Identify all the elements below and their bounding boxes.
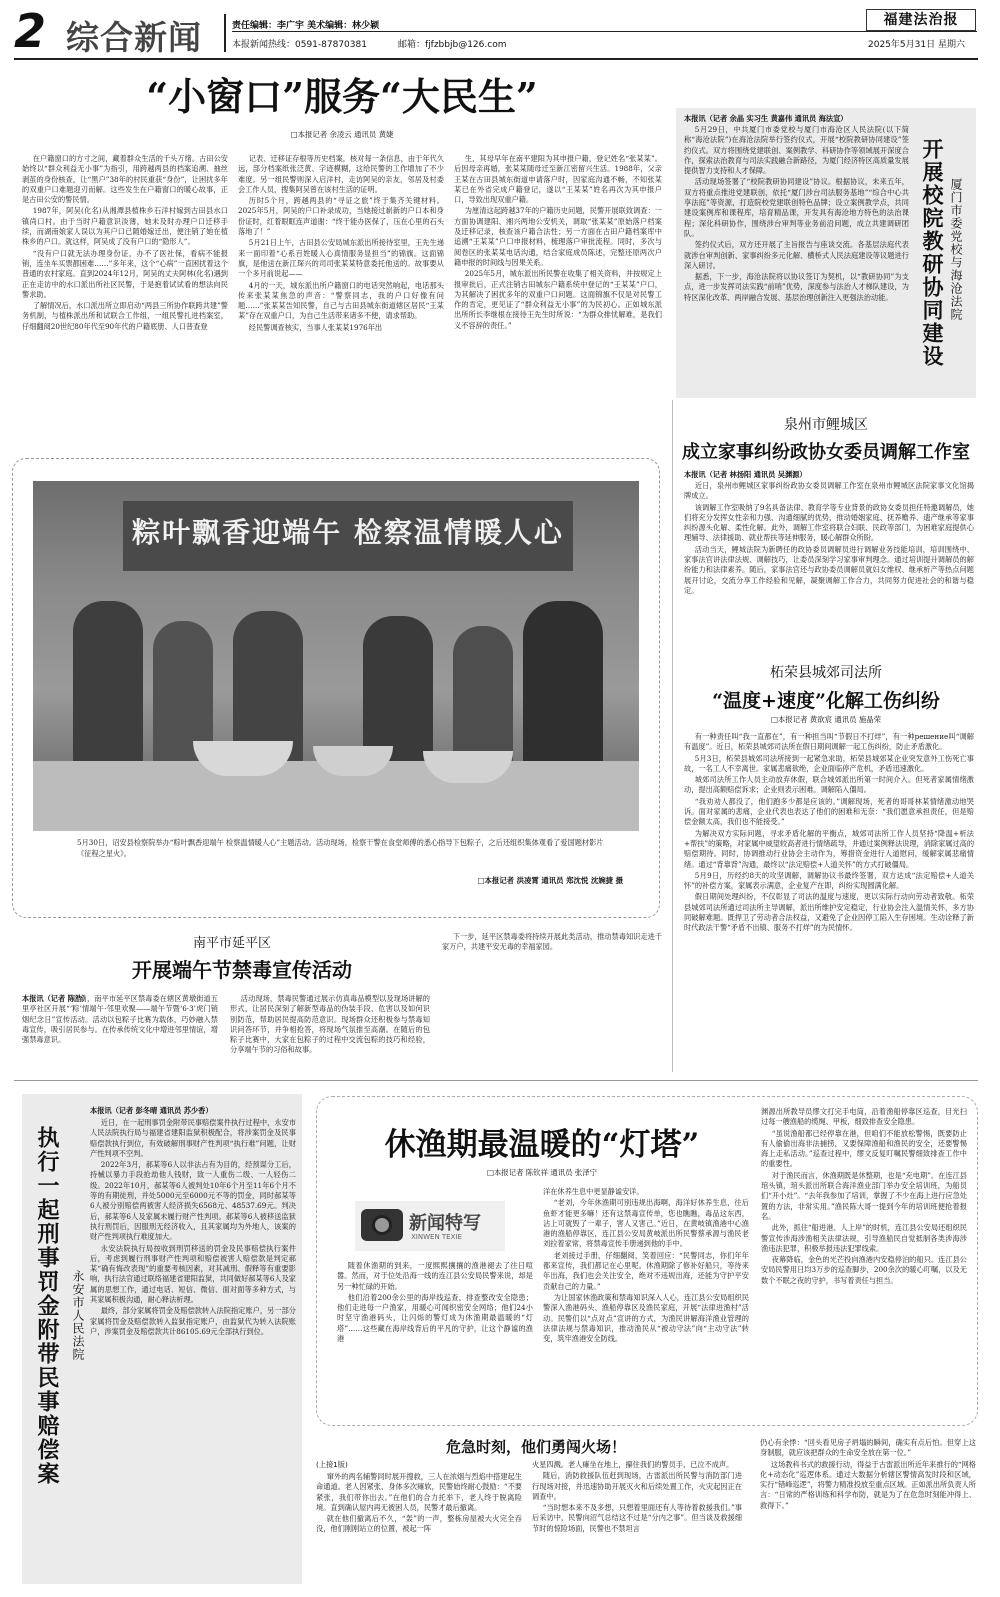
column-2: 洋在休养生息中更显静谧安详。 “老刘，今年休渔期可别违规出海啊，海洋好休养生息，往后鱼虾才能更多嘛！还有这禁毒宣传单，您也瞧瞧，毒品这东西，沾上可就毁了一辈子，害人又害己。”近日，在黄岐镇渔港中心渔港的渔船停靠区，连江县公安局黄岐派出所民警蔡承源与渔民老刘拉着家常，将禁毒宣传手册递到他的手中。 老刘接过手册，仔细翻阅，笑着回应：“民警同志，你们年年都来宣传，我们都记在心里呢。休渔期除了修补好船只，等待来年出海，我们也会关注安全，绝对不违规出海，还能为守护平安贡献自己的力量。” 为让国家休渔政策和禁毒知识深入人心，连江县公安局组织民警深入渔港码头、渔船停靠区及渔民家庭，开展“法律进渔村”活动。民警们以“点对点”宣讲的方式，为渔民讲解海洋渔业管理的法律法规与禁毒知识，推动渔民从“被动守法”向“主动守法”转变，筑牢渔港安全防线。 (543, 1187, 749, 1344)
byline: 本报讯（记者 彭冬晴 通讯员 苏少香） (90, 1106, 213, 1115)
story-party-school-court (676, 108, 976, 398)
headline: 危急时刻，他们勇闯火场！ (445, 1438, 626, 1456)
vertical-headline: 执行一起刑事罚金附带民事赔偿案 (34, 1126, 60, 1486)
headline: 成立家事纠纷政协女委员调解工作室 (682, 442, 970, 463)
section-name: 综合新闻 (66, 18, 202, 57)
vertical-subtitle: 厦门市委党校与海沧法院 (949, 178, 963, 321)
headline: “小窗口”服务“大民生” (146, 74, 538, 119)
story-work-injury (676, 662, 976, 1072)
byline: □本报记者 余凌云 通讯员 黄婕 (290, 130, 394, 139)
feature-badge (355, 1201, 505, 1251)
story-antidrug-festival (22, 932, 662, 1062)
section-divider (14, 1080, 978, 1081)
byline: □本报记者 黄欲宸 通讯员 施晶荣 (770, 715, 882, 724)
kicker: 南平市延平区 (192, 936, 271, 951)
story-criminal-fine (22, 1094, 302, 1584)
header-hotline: 本报新闻热线：0591-87870381 (232, 40, 367, 50)
column-2: 记表、迁移证存根等历史档案，核对每一条信息，由于年代久远，部分档案纸张泛黄、字迹模糊，这给民警的工作增加了不少难度。另一组民警则深入启洋村，走访阿吴的亲友、邻居及村委会工作人员，搜集阿吴曾在该村生活的证明。 历时5个月，跨越两县的“寻证之旅”终于集齐关键材料。2025年5月，阿吴的户口补录成功，当她接过崭新的户口本和身份证时，红着眼眶连声道谢：“终于能办医保了，压在心里的石头落地了！” 5月21日上午，古田县公安局城东派出所接待室里，王先生递来一面印着“心系百姓暖人心真情服务显担当”的锦旗。这面锦旗，是他送在新江琛兴的司司张某某特意委托他送的。故事要从一个多月前说起—— 4月的一天，城东派出所户籍窗口的电话突然响起，电话那头传来张某某焦急的声音：“警察同志，我的户口好像有问题……”张某某告知民警，自己与古田县城东街道辖区居民“王某某”存在双重户口，为自己生活带来诸多不便，请求帮助。 经民警调查核实，当事人张某某1976年出 (238, 154, 444, 332)
column-3: 渊源出所教导员缪文打完手电筒，沿着渔船停靠区巡查，目光扫过每一艘渔船的缆绳、甲板，细致排查安全隐患。 “虽说渔船都已经停靠在港，但咱们不能放松警惕，既要防止有人偷偷出海非法捕捞，又要保障渔船和渔民的安全，还要警惕海上走私活动。”巡查过程中，缪文反复叮嘱民警细致排查工作中的重要性。 对于渔民而言，休渔期既是休整期，也是“充电期”。在连江县琯头镇，琯头派出所联合海洋渔业部门举办安全培训班，为船员们“开小灶”。“去年我参加了培训，掌握了不少在海上进行应急处置的方法，非常实用。”渔民陈大哥一提到今年的培训班便抢着报名。 此外，抓住“船进港、人上岸”的时机，连江县公安局还组织民警宣传涉海涉渔相关法律法规，引导渔船民自觉抵制各类涉海涉渔违法犯罪，积极举报违法犯罪线索。 夜幕降临，金色的光芒投向渔港内安稳停泊的船只。连江县公安局民警用日均3万步的巡查脚步，200余次的暖心叮嘱，以及无数个不眠之夜的守护，书写着责任与担当。 (761, 1107, 967, 1285)
header-editors: 责任编辑：李广宇 美术编辑：林少颖 (232, 21, 380, 31)
column-3: 下一步，延平区禁毒委将持续开展此类活动，推动禁毒知识走进千家万户，共建平安无毒的幸福家园。 (442, 932, 662, 952)
byline: 本报讯（记者 林扬阳 通讯员 吴渊源） (684, 470, 807, 479)
column-1: 随着休渔期的到来，一度熙熙攘攘的渔港褪去了往日喧嚣。然而，对于位处沿海一线的连江县公安局民警来说，却是另一种忙碌的开始。 他们沿着200余公里的海岸线巡查，排查整改安全隐患；他们走进每一户渔家，用暖心可闻织密安全网络；他们24小时坚守渔港码头，让闪烁的警灯成为休渔期最温暖的“灯塔”……这些藏在海岸线背后的平凡的守护，让这个静谧的渔港 (337, 1261, 533, 1344)
headline: “温度+速度”化解工伤纠纷 (712, 690, 940, 712)
story-body: 5月29日，中共厦门市委党校与厦门市海沧区人民法院(以下简称“海沧法院”)在海沧法院举行签约仪式，开展“校院教研协同建设”签约仪式。双方将围绕党建联创、案例教学、科研协作等领域展开深度合作，探索法治教育与司法实践融合新路径，为厦门经济特区高质量发展提供智力支持和人才保障。 活动现场签署了“校院教研协同建设”协议。根据协议，未来五年，双方将重点推进党建联创，依托“厦门涉台司法服务基地”“综合中心共享法庭”等资源，打造院校党建联创特色品牌；设立案例教学点，共同建设案例库和课程库，培育精品课，开发具有海沧地方特色的法治课程；深化科研协作，围绕涉台审判等业务前沿问题，成立共建调研团队。 签约仪式后，双方还开展了主旨报告与座谈交流。各基层法庭代表就涉台审判创新、家事纠纷多元化解、横桥式人民法庭建设等议题进行深入研讨。 据悉，下一步，海沧法院将以协议签订为契机，以“教研协同”为支点，进一步发挥司法实践“前哨”优势，深度参与法治人才梯队建设，为特区深化改革、两岸融合发展、基层治理创新注入更强法治动能。 (684, 125, 909, 302)
vertical-subtitle: 永安市人民法院 (71, 1270, 85, 1361)
column-2: 活动现场，禁毒民警通过展示仿真毒品模型以及现场讲解的形式，让居民深刻了解新型毒品的伪装手段、危害以及如何识别防范，帮助居民提高防范意识。现场群众还积极参与禁毒知识问答环节，并争相抢答，将现场气氛推至高潮。在随后的包粽子比赛中，大家在包粽子的过程中交流包粽的技巧和经验，分享端午节的习俗和故事。 (230, 994, 430, 1055)
page-header (0, 0, 1000, 62)
header-vertical-rule (224, 14, 226, 52)
photo-credit: □本报记者 洪凌霄 通讯员 郑沈悦 沈婉捷 摄 (477, 876, 623, 885)
kicker: 柘荣县城郊司法所 (770, 665, 882, 681)
story-window-service (22, 72, 662, 442)
story-family-mediation (676, 414, 976, 649)
column-1: 在户籍窗口的方寸之间，藏着群众生活的千头万绪。古田公安始终以“群众利益无小事”为指引，用跨越两县的档案追溯、抽丝剥茧的身份核查，让“黑户”38年的村民重获“身份”，让困扰多年的双重户口难题迎刃而解。这些发生在户籍窗口的暖心故事，正是古田公安的警民情。 1987年，阿吴(化名)从湘潭县植株乡石洋村嫁到古田县水口镇尚口村。由于当时户籍意识淡薄，她未及时办理户口迁移手续，而湖南娘家人误以为其户口已随婚嫁迁出，便注销了她在植株乡的户口。就这样，阿吴成了没有户口的“隐形人”。 “没有户口就无法办理身份证，办不了医社保，看病不能报销，连坐车买票都困难……”多年来，这个“心病”一直困扰着这个普通的农村家庭。直到2024年12月，阿吴的丈夫阿林(化名)遇到正在走访中的水口派出所社区民警，于是抱着试试看的想法向民警求助。 了解情况后，水口派出所立即启动“两县三所协作联跨共建”警务机制，与植株派出所和试联合工作组，一组民警扎进档案室，仔细翻阅20世纪80年代至90年代的户籍底册、人口普查登 (22, 154, 228, 331)
photo-frame (12, 458, 660, 918)
column-1: 窜外的两名辅警同时展开搜救，三人在浓烟与烈焰中搭建起生命通道。老人因紧张、身体多次瘫软，民警始终耐心鼓励：“不要紧张，我们带你出去。”在他们的合力托举下，老人终于脱离险境。直到确认屋内再无被困人员，民警才最后撤离。 就在他们撤离后不久，“轰”的一声，整栋房屋被大火完全吞没，他们刚刚站立的位置，被起一阵 (316, 1472, 522, 1534)
vertical-headline: 开展校院教研协同建设 (920, 138, 945, 368)
right-column-divider (672, 400, 673, 1072)
page-number: 2 (14, 4, 47, 58)
story-fishing-ban (316, 1096, 978, 1426)
header-email: 邮箱：fjfzbbjb@126.com (398, 40, 507, 50)
headline: 开展端午节禁毒宣传活动 (132, 958, 352, 982)
continued-tag: (上接1版) (316, 1460, 348, 1469)
story-body: 近日，泉州市鲤城区家事纠纷政协女委员调解工作室在泉州市鲤城区法院家事文化馆揭牌成立。 该调解工作室吸纳了9名具备法律、教育学等专业背景的政协女委员担任特邀调解员，她们将充分发挥女性亲和力强、沟通细腻的优势，推动婚姻家庭、抚养赡养、遗产继承等家事纠纷源头化解、柔性化解。此外，调解工作室将联合妇联、民政等部门，为困难家庭提供心理辅导、法律援助、就业帮扶等延伸服务，暖心解群众所盼。 活动当天，鲤城法院为新聘任的政协委员调解员进行调解业务技能培训，培训围绕中、家事法官讲法律法规、调解技巧，让委员深刻学习家事审判理念。通过培训提升调解员的解纷能力和法律素养。随后，家事法官还与政协委员调解员就妇女维权、继承析产等热点问题展开讨论，交流分享工作经验和见解，凝聚调解工作合力，共同努力促进社会的和谐与稳定。 (684, 481, 974, 595)
badge-label-en: XINWEN TEXIE (411, 1233, 462, 1241)
header-bottom-rule (14, 58, 978, 60)
column-3: 仍心有余悸：“回头看见房子坍塌的瞬间，确实有点后怕。但穿上这身制服，就应该把群众的生命安全放在第一位。” 这场教科书式的救援行动，得益于古雷派出所近年来推行的“网格化+动态化”巡逻体系。通过大数据分析辖区警情高发时段和区域，实行“错峰巡逻”，将警力精准投放至重点区域。正如派出所负责人所言：“日常的严格训练和科学布防，就是为了在危急时刻能冲得上、救得下。” (760, 1438, 976, 1510)
news-photo (33, 481, 639, 831)
headline: 休渔期最温暖的“灯塔” (384, 1127, 700, 1163)
camera-icon (361, 1209, 403, 1241)
photo-banner: 粽叶飘香迎端午 检察温情暖人心 (132, 516, 564, 549)
photo-caption: 5月30日，诏安县检察院举办“粽叶飘香迎端午 检察温情暖人心”主题活动。活动现场，检察干警在食堂师傅的悉心指导下包粽子，之后还组织集体观看了爱国题材影片《征程之星火》。 (77, 838, 604, 858)
masthead-logo: 福建法治报 (866, 9, 976, 31)
byline: 本报讯（记者 余晶 实习生 黄嘉伟 通讯员 海法宣） (684, 114, 848, 123)
byline: □本报记者 陈钦祥 通讯员 张泽宁 (486, 1168, 598, 1177)
column-2: 火星四溅。老人瘫坐在地上，攥住我们的警员手，已泣不成声。 随后，消防救援队伍赶到现场，古雷派出所民警与消防部门进行现场对接，并迅速协助开展灭火和后续处置工作，火灾起因正在调查中。 “当时想本来不及多想，只想着里面还有人等待着救援我们。”事后采访中，民警向沼气总结这不过是“分内之事”。但当谈及救援细节时的惊险场面，民警也不禁坦言 (532, 1460, 742, 1533)
badge-label: 新闻特写 (409, 1213, 481, 1234)
kicker: 泉州市鲤城区 (784, 417, 868, 433)
story-fire-rescue (316, 1432, 978, 1584)
byline: 本报讯（记者 陈浩） (22, 994, 90, 1003)
column-3: 生，其母早年在南平建阳为其申报户籍，登记姓名“张某某”。后因母亲再婚，张某某随母迁至新江密留兴生活。1988年，父亲王某在古田县城东街道申请落户时，因家庭沟通不畅，不知张某某已在外省完成户籍登记，遂以“王某某”姓名再次为其申报户口，导致出现双重户籍。 为厘清这起跨越37年的户籍历史问题，民警开展联致调查：一方面协调建阳、湘兴两地公安机关，调取“张某某”原始落户档案及迁移记录，核查该户籍合法性；另一方面在古田户籍档案库中追溯“王某某”户口申报材料，梳理落户审批流程。同时，多次与阅卷区的张某某电话沟通，结合家庭成员陈述，完整还原两次户籍申报的时间线与因果关系。 2025年5月，城东派出所民警在收集了相关资料，并按规定上报审批后，正式注销古田城东户籍系统中登记的“王某某”户口，为其解决了困扰多年的双重户口问题。这面锦旗不仅是对民警工作的肯定，更见证了“群众利益无小事”的为民初心。正如城东派出所所长李继根在接待王先生时所说：“为群众排忧解难，是我们义不容辞的责任。” (454, 154, 662, 330)
header-mid-rule (232, 31, 977, 32)
story-body: 有一种责任叫“我一直都在”，有一种担当叫“节假日不打烊”，有一种решение叫“调解有温度”。近日，柘荣县城郊司法所在假日期间调解一起工伤纠纷，防止矛盾激化。 5月3日，柘荣县城郊司法所接到一起紧急求助，柘荣县城郊某企业突发意外工伤死亡事故，一名工人不幸离世。家属悲痛欲绝，企业面临停产危机，矛盾迅速激化。 城郊司法所工作人员主动放弃休假，联合城郊派出所第一时间介入。但死者家属情绪激动，提出高额赔偿诉求；企业则表示困难。调解陷入僵局。 “我劝劝人都没了，他们跑多少都是应该的。”调解现场，死者的哥哥林某情绪激动地哭诉。面对家属的悲痛，企业代表也表达了他们的困难和无奈：“我们愿意承担责任，但是赔偿金额太高，我们也不能接受。” 为解决双方实际问题，寻求矛盾化解的平衡点，城郊司法所工作人员坚持“降温+析法+帮扶”的策略，对家属中威望较高者进行情绪疏导，并通过案例释法说理，消除家属过高的赔偿期待。同时，协调推动行业协会主动作为，筹措资金进行人道慰问，缓解家属悲痛情绪。通过“背靠背”沟通，最终以“法定赔偿+人道关怀”的方式打破僵局。 5月9日，历经约8天的攻坚调解，调解协议书最终签署，双方达成“法定赔偿+人道关怀”的补偿方案，家属表示满意，企业复产在即，纠纷实现圆满化解。 假日期间处理纠纷，不仅彰显了司法的温度与速度，更以实际行动向劳动者致敬。柘荣县城郊司法所通过司法所主导调解，派出所维护安定稳定，行业协会注入温情关怀，多方协同破解难题。既捍卫了劳动者合法权益，又避免了企业因停工陷入生存困境。生动诠释了新时代政法干警“矛盾不出镇、服务不打烊”的为民情怀。 (684, 732, 974, 933)
header-date: 2025年5月31日 星期六 (868, 40, 965, 50)
story-body: 近日，在一起刑事罚金附带民事赔偿案件执行过程中，永安市人民法院执行局与福建省建阳监狱积极配合，将涉案罚金及民事赔偿款执行到位，有效破解刑事财产性判项“执行难”问题，让财产性判项不空判。 2022年3月，郝某等6人以非法占有为目的，经预谋分工后，持械以暴力手段抢劫他人钱财，致一人重伤二级、一人轻伤二级。2022年10月，郝某等6人被判处10年6个月至11年6个月不等的有期徒刑，并处5000元至6000元不等的罚金，同时郝某等6人被分别赔偿两被害人经济损失6568元、48537.69元。判决后，郝某等6人及家属未履行财产性判项。郝某等6人被移送监狱执行刑罚后，因服刑无经济收入，且其家属均为外地人，该案的财产性判项执行难度加大。 永安法院执行局按收到刑罚移送的罚金及民事赔偿执行案件后，考虑到履行刑事财产性判项和赔偿被害人赔偿款是判定郝某“确有悔改表现”的重要考核因素，对其减刑、假释等有重要影响，执行法官通过联络福建省建阳监狱，共同做好郝某等6人及家属的思想工作，通过电话、短信、微信、面对面等多种方式，与其家属积极沟通，耐心释法析理。 最终，部分家属将罚金及赔偿款转入法院指定账户，另一部分家属将罚金及赔偿款转入监狱指定账户，由监狱代为转入法院账户，涉案罚金及赔偿款共计86105.69元全部执行到位。 (90, 1118, 296, 1336)
column-1: 日前，南平市延平区禁毒委在辖区黄墩街道五里亭社区开展“‘粽’情端午·邻里欢聚——端午节暨‘6·3’虎门销烟纪念日”宣传活动。活动以包粽子比赛为载体，巧妙融入禁毒宣传，吸引居民参与。在传承传统文化中增进邻里情谊，增强禁毒意识。 (22, 994, 218, 1045)
